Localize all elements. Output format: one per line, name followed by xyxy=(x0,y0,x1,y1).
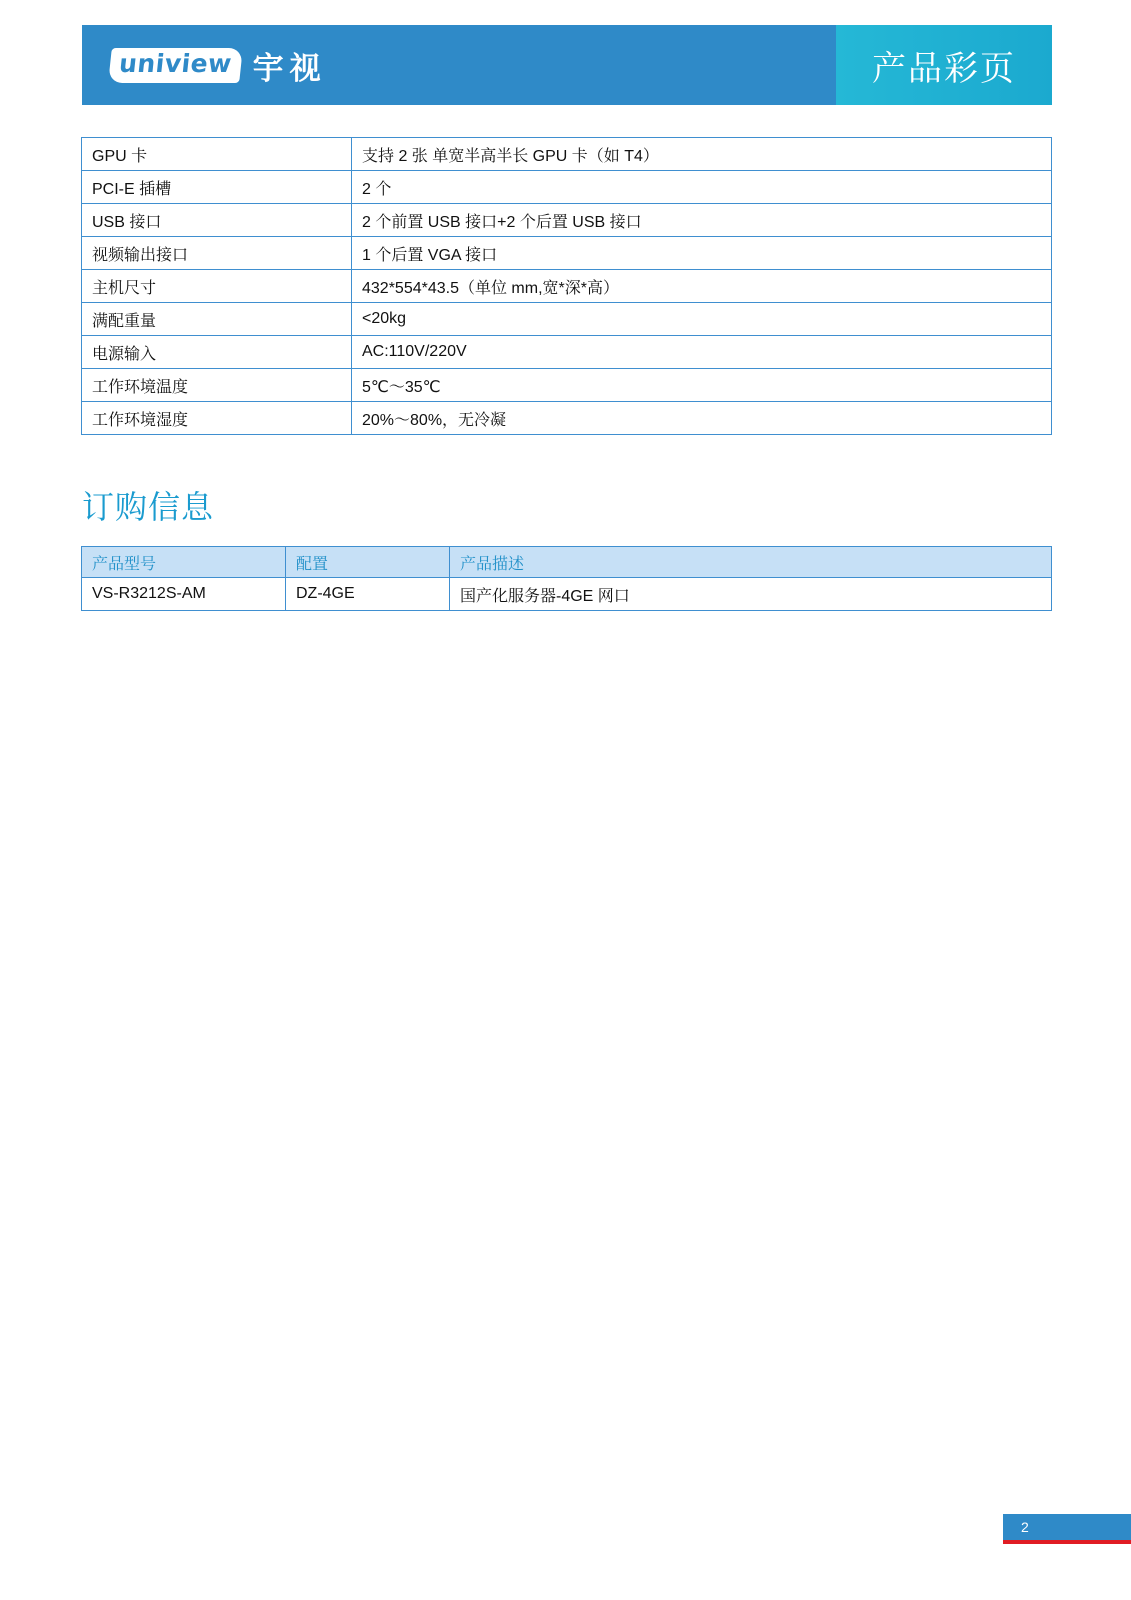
spec-label: 满配重量 xyxy=(82,303,352,336)
page-number: 2 xyxy=(1021,1519,1029,1535)
table-row xyxy=(82,171,1052,204)
header-title: 产品彩页 xyxy=(872,48,1016,89)
spec-label: GPU 卡 xyxy=(82,138,352,171)
spec-label: 视频输出接口 xyxy=(82,237,352,270)
page-number-bar xyxy=(1003,1514,1131,1544)
spec-value: 1 个后置 VGA 接口 xyxy=(352,237,1052,270)
spec-value: AC:110V/220V xyxy=(352,336,1052,369)
spec-table xyxy=(81,137,1052,435)
column-header-config: 配置 xyxy=(286,547,450,578)
table-row xyxy=(82,237,1052,270)
spec-label: 主机尺寸 xyxy=(82,270,352,303)
spec-label: 工作环境温度 xyxy=(82,369,352,402)
table-row xyxy=(82,578,1052,611)
table-row xyxy=(82,369,1052,402)
column-header-description: 产品描述 xyxy=(450,547,1052,578)
header-title-panel xyxy=(836,25,1052,105)
logo-chinese-name: 宇视 xyxy=(252,50,327,87)
spec-value: 2 个 xyxy=(352,171,1052,204)
table-header-row xyxy=(82,547,1052,578)
table-row xyxy=(82,303,1052,336)
spec-value: 5℃～35℃ xyxy=(352,369,1052,402)
spec-label: 电源输入 xyxy=(82,336,352,369)
table-row xyxy=(82,402,1052,435)
cell-config: DZ-4GE xyxy=(286,578,450,611)
table-row xyxy=(82,336,1052,369)
table-row xyxy=(82,138,1052,171)
logo-badge: uniview xyxy=(108,48,242,83)
table-row xyxy=(82,204,1052,237)
uniview-logo xyxy=(110,44,327,86)
ordering-table xyxy=(81,546,1052,611)
spec-label: 工作环境湿度 xyxy=(82,402,352,435)
cell-description: 国产化服务器-4GE 网口 xyxy=(450,578,1052,611)
spec-value: 432*554*43.5（单位 mm,宽*深*高） xyxy=(352,270,1052,303)
ordering-section-title: 订购信息 xyxy=(82,488,215,526)
table-row xyxy=(82,270,1052,303)
spec-value: 支持 2 张 单宽半高半长 GPU 卡（如 T4） xyxy=(352,138,1052,171)
spec-label: USB 接口 xyxy=(82,204,352,237)
column-header-model: 产品型号 xyxy=(82,547,286,578)
spec-value: <20kg xyxy=(352,303,1052,336)
spec-value: 2 个前置 USB 接口+2 个后置 USB 接口 xyxy=(352,204,1052,237)
page-header xyxy=(82,25,1052,105)
spec-label: PCI-E 插槽 xyxy=(82,171,352,204)
cell-model: VS-R3212S-AM xyxy=(82,578,286,611)
spec-value: 20%～80%，无冷凝 xyxy=(352,402,1052,435)
